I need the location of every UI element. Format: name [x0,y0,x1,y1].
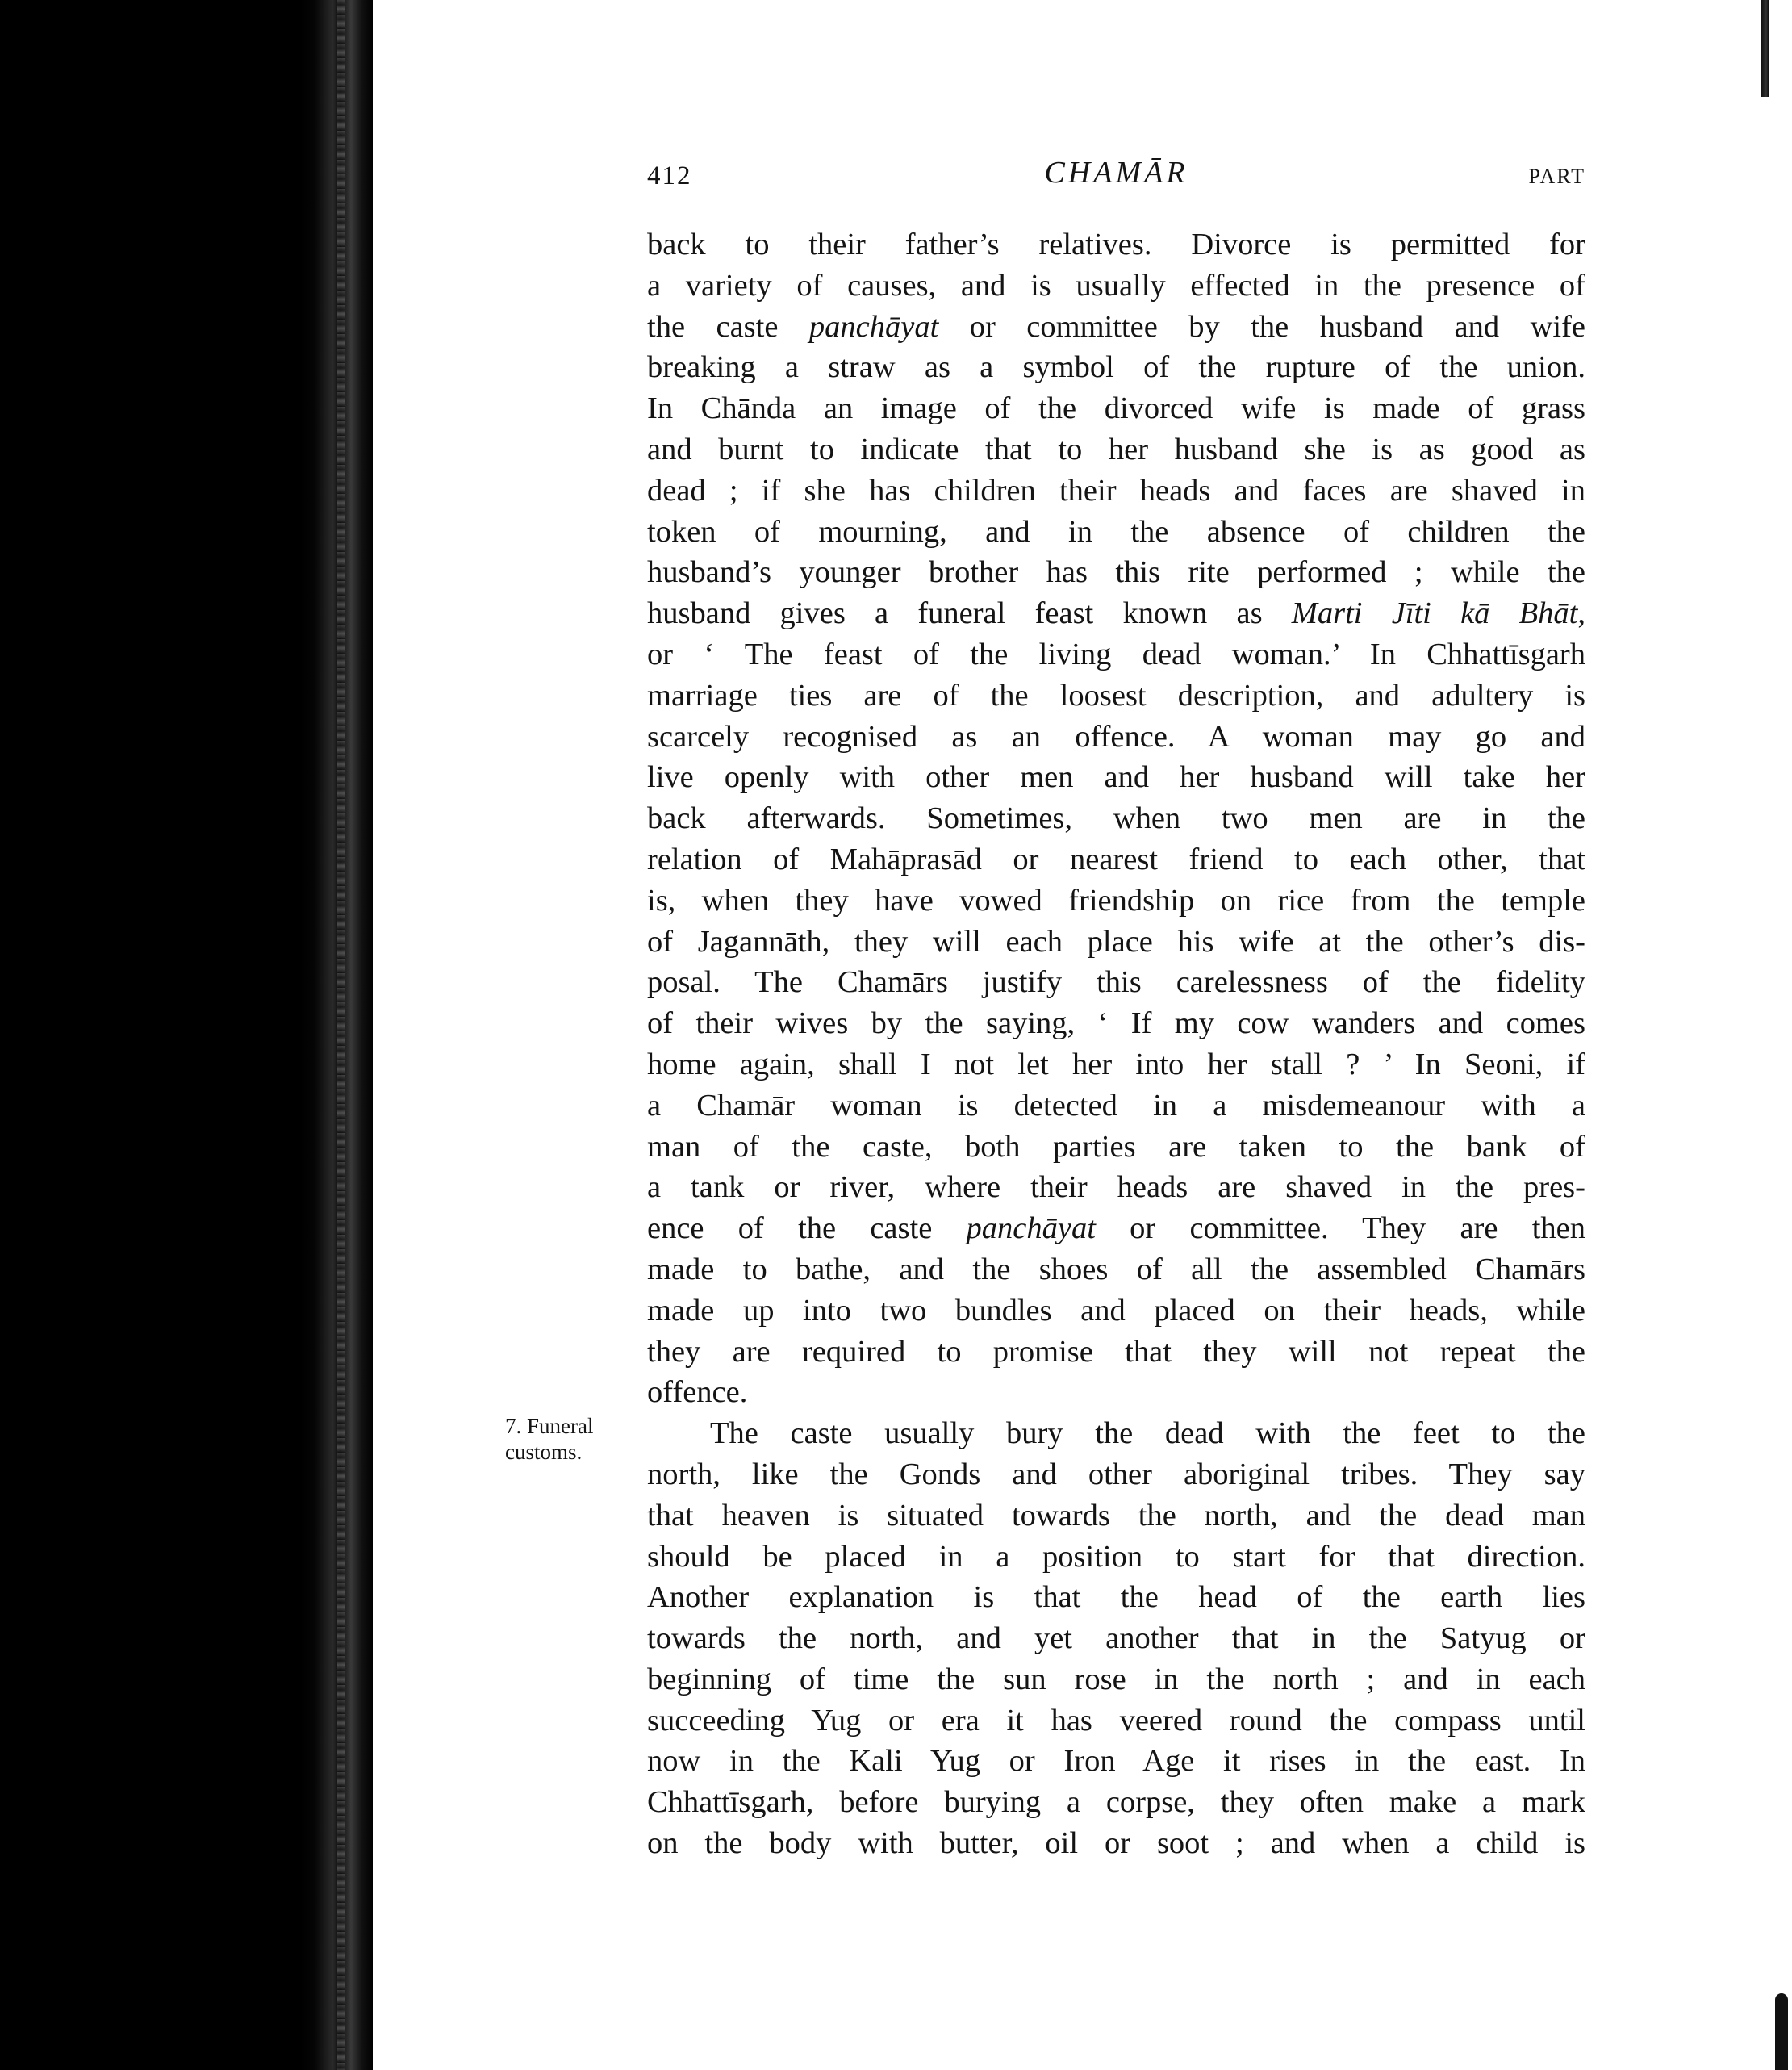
body-text [647,224,1585,1864]
text-line: and burnt to indicate that to her husband she is as good as [647,432,1585,466]
text-line: dead ; if she has children their heads and faces are shaved in [647,473,1585,508]
italic-term: Marti Jīti kā Bhāt [1291,596,1578,631]
text-line: of their wives by the saying, ‘ If my cow wanders and comes [647,1006,1585,1041]
text-line: man of the caste, both parties are taken to the bank of [647,1129,1585,1164]
text-line: Chhattīsgarh, before burying a corpse, they often make a mark [647,1785,1585,1820]
text-line: the caste panchāyat or committee by the husband and wife [647,309,1585,344]
paragraph-2 [647,1413,1585,1864]
part-label: PART [1528,165,1585,188]
running-head: CHAMĀR [1044,156,1188,190]
text-line: husband gives a funeral feast known as Marti Jīti kā Bhāt, [647,596,1585,631]
text-line: should be placed in a position to start for that direction. [647,1539,1585,1574]
text-line: a tank or river, where their heads are shaved in the pres- [647,1170,1585,1205]
text-line: is, when they have vowed friendship on rice from the temple [647,883,1585,918]
marginal-note-line: customs. [505,1440,583,1464]
text-line: or ‘ The feast of the living dead woman.’ In Chhattīsgarh [647,637,1585,671]
text-line: back afterwards. Sometimes, when two men are in the [647,801,1585,836]
text-line: The caste usually bury the dead with the feet to the [710,1416,1585,1451]
paragraph-1 [647,224,1585,1413]
text-line: live openly with other men and her husband will take her [647,760,1585,795]
text-line: a Chamār woman is detected in a misdemeanour with a [647,1088,1585,1123]
page-number: 412 [647,161,692,190]
text-line: breaking a straw as a symbol of the rupture of the union. [647,350,1585,385]
text-line: ence of the caste panchāyat or committee. They are then [647,1211,1585,1246]
text-line: a variety of causes, and is usually effected in the presence of [647,268,1585,303]
text-line: of Jagannāth, they will each place his wife at the other’s dis- [647,924,1585,959]
italic-term: panchāyat [966,1211,1096,1246]
text-line: scarcely recognised as an offence. A woman may go and [647,719,1585,754]
text-line: token of mourning, and in the absence of children the [647,514,1585,549]
text-line: they are required to promise that they will not repeat the [647,1334,1585,1369]
text-line: towards the north, and yet another that in the Satyug or [647,1621,1585,1656]
page-header [647,155,1585,203]
italic-term: panchāyat [808,309,939,344]
text-line: made to bathe, and the shoes of all the assembled Chamārs [647,1252,1585,1286]
text-line: on the body with butter, oil or soot ; and when a child is [647,1826,1585,1861]
text-line: that heaven is situated towards the north, and the dead man [647,1498,1585,1533]
text-line: now in the Kali Yug or Iron Age it rises in the east. In [647,1744,1585,1779]
text-line: beginning of time the sun rose in the north ; and in each [647,1662,1585,1696]
text-line: offence. [647,1375,748,1410]
text-line: back to their father’s relatives. Divorce is permitted for [647,228,1585,261]
marginal-note [505,1413,626,1465]
text-line: husband’s younger brother has this rite performed ; while the [647,555,1585,590]
marginal-note-line: 7. Funeral [505,1414,594,1438]
binding-edge [300,0,373,2070]
text-line: posal. The Chamārs justify this carelessness of the fidelity [647,965,1585,1000]
text-line: home again, shall I not let her into her stall ? ’ In Seoni, if [647,1047,1585,1081]
text-line: succeeding Yug or era it has veered round the compass until [647,1703,1585,1738]
text-line: made up into two bundles and placed on their heads, while [647,1293,1585,1328]
text-line: relation of Mahāprasād or nearest friend to each other, that [647,842,1585,876]
text-line: Another explanation is that the head of the earth lies [647,1580,1585,1615]
binding-edge-texture [337,0,345,2070]
page-edge-mark-top [1761,0,1769,97]
text-line: north, like the Gonds and other aboriginal tribes. They say [647,1457,1585,1491]
text-line: marriage ties are of the loosest description, and adultery is [647,678,1585,713]
text-line: In Chānda an image of the divorced wife is made of grass [647,391,1585,426]
page-edge-mark-bottom [1775,1993,1788,2070]
